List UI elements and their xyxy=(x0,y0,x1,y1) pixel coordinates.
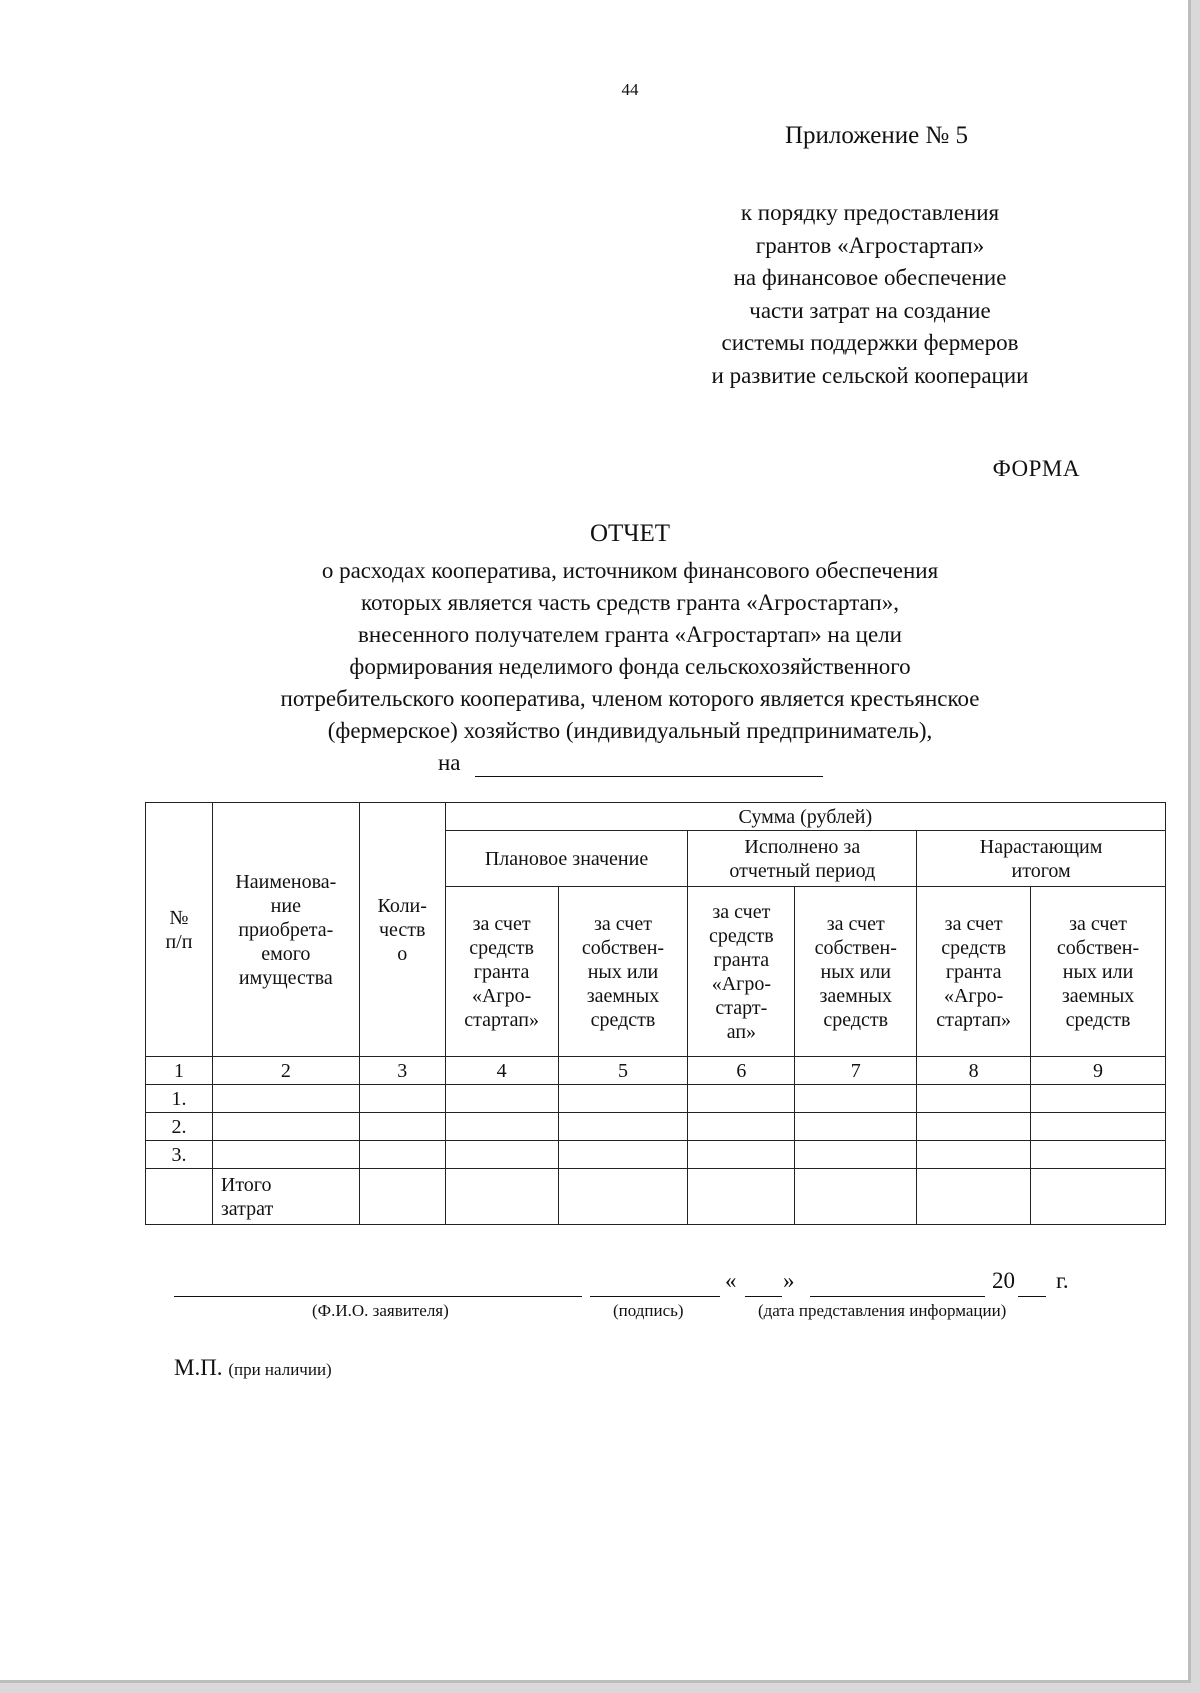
table-cell xyxy=(146,1169,213,1225)
stamp-label: М.П. xyxy=(174,1355,223,1380)
header-number-line: № xyxy=(169,906,189,929)
table-cell[interactable] xyxy=(359,1113,445,1141)
fio-field[interactable] xyxy=(174,1296,582,1297)
subcol-line: заемных xyxy=(819,984,892,1007)
day-field[interactable] xyxy=(745,1296,782,1297)
subcol-line: заемных xyxy=(1061,984,1135,1007)
header-group-executed xyxy=(688,831,917,887)
header-name-line: приобрета- xyxy=(238,918,334,941)
report-subtitle-line: внесенного получателем гранта «Агростартап» на цели xyxy=(358,622,902,647)
column-number: 3 xyxy=(359,1057,445,1085)
header-subcol xyxy=(445,887,558,1057)
header-sum: Сумма (рублей) xyxy=(445,803,1165,831)
header-group-line: итогом xyxy=(1011,859,1071,882)
column-number: 2 xyxy=(212,1057,359,1085)
appendix-subtitle-line: и развитие сельской кооперации xyxy=(711,362,1029,388)
date-quote-open: « xyxy=(725,1268,737,1293)
subcol-line: средств xyxy=(823,1008,889,1031)
header-group-line: Нарастающим xyxy=(979,835,1103,858)
table-cell[interactable] xyxy=(558,1113,688,1141)
header-group-line: отчетный период xyxy=(729,859,876,882)
column-number: 8 xyxy=(917,1057,1031,1085)
header-subcol xyxy=(1031,887,1166,1057)
subcol-line: «Агро- xyxy=(711,972,772,995)
table-cell[interactable] xyxy=(795,1113,917,1141)
table-cell[interactable] xyxy=(917,1085,1031,1113)
year-field[interactable] xyxy=(1018,1296,1046,1297)
table-cell[interactable] xyxy=(359,1141,445,1169)
subcol-line: средств xyxy=(469,936,534,959)
appendix-subtitle-line: части затрат на создание xyxy=(749,297,991,323)
subcol-line: за счет xyxy=(944,912,1003,935)
stamp-note: (при наличии) xyxy=(228,1360,332,1379)
subcol-line: за счет xyxy=(826,912,885,935)
table-cell[interactable] xyxy=(917,1169,1031,1225)
appendix-title: Приложение № 5 xyxy=(785,122,969,149)
header-quantity-line: о xyxy=(397,942,408,965)
column-number-row xyxy=(146,1057,1166,1085)
table-cell[interactable] xyxy=(917,1113,1031,1141)
header-subcol xyxy=(795,887,917,1057)
form-label: ФОРМА xyxy=(992,456,1080,481)
table-cell[interactable] xyxy=(558,1085,688,1113)
table-cell[interactable] xyxy=(795,1141,917,1169)
page-number: 44 xyxy=(621,80,639,99)
row-number: 3. xyxy=(146,1141,213,1169)
date-caption: (дата представления информации) xyxy=(758,1301,1007,1320)
header-name-line: емого xyxy=(261,942,311,965)
header-name-line: ние xyxy=(270,894,301,917)
table-cell[interactable] xyxy=(212,1085,359,1113)
column-number: 6 xyxy=(688,1057,795,1085)
row-number: 2. xyxy=(146,1113,213,1141)
table-cell[interactable] xyxy=(1031,1141,1166,1169)
header-group-line: Плановое значение xyxy=(484,847,649,870)
header-name xyxy=(212,803,359,1057)
total-label xyxy=(212,1169,359,1225)
total-label-line: Итого xyxy=(220,1173,272,1196)
table-cell[interactable] xyxy=(795,1085,917,1113)
table-cell[interactable] xyxy=(212,1141,359,1169)
table-cell[interactable] xyxy=(445,1169,558,1225)
report-date-label: на xyxy=(438,750,461,775)
report-subtitle-line: о расходах кооператива, источником финансового обеспечения xyxy=(321,558,939,583)
table-cell[interactable] xyxy=(445,1113,558,1141)
header-number xyxy=(146,803,213,1057)
signature-field[interactable] xyxy=(590,1296,720,1297)
fio-caption: (Ф.И.О. заявителя) xyxy=(312,1301,449,1320)
table-cell[interactable] xyxy=(359,1085,445,1113)
table-cell[interactable] xyxy=(1031,1113,1166,1141)
appendix-subtitle xyxy=(650,197,1090,392)
expense-report-table xyxy=(145,802,1166,1225)
header-name-line: Наименова- xyxy=(235,870,337,893)
subcol-line: стартап» xyxy=(936,1008,1012,1031)
subcol-line: средств xyxy=(1065,1008,1131,1031)
subcol-line: гранта xyxy=(713,948,770,971)
column-number: 5 xyxy=(558,1057,688,1085)
total-row xyxy=(146,1169,1166,1225)
table-cell[interactable] xyxy=(917,1141,1031,1169)
signature-caption: (подпись) xyxy=(613,1301,684,1320)
subcol-line: ных или xyxy=(1062,960,1134,983)
report-subtitle-line: которых является часть средств гранта «Агростартап», xyxy=(361,590,899,615)
table-cell[interactable] xyxy=(558,1169,688,1225)
header-name-line: имущества xyxy=(238,966,333,989)
table-cell[interactable] xyxy=(445,1141,558,1169)
subcol-line: средств xyxy=(709,924,774,947)
table-cell[interactable] xyxy=(1031,1085,1166,1113)
report-title: ОТЧЕТ xyxy=(589,520,671,547)
subcol-line: «Агро- xyxy=(943,984,1004,1007)
stamp-place xyxy=(174,1355,332,1381)
appendix-subtitle-line: на финансовое обеспечение xyxy=(733,265,1007,290)
subcol-line: за счет xyxy=(594,912,652,935)
table-row xyxy=(146,1141,1166,1169)
table-cell[interactable] xyxy=(359,1169,445,1225)
report-subtitle xyxy=(100,555,1160,747)
report-subtitle-line: потребительского кооператива, членом которого является крестьянское xyxy=(280,686,980,711)
table-cell[interactable] xyxy=(795,1169,917,1225)
subcol-line: ап» xyxy=(726,1020,757,1043)
subcol-line: гранта xyxy=(473,960,530,983)
row-number: 1. xyxy=(146,1085,213,1113)
header-subcol xyxy=(917,887,1031,1057)
report-subtitle-line: (фермерское) хозяйство (индивидуальный предприниматель), xyxy=(327,718,933,743)
subcol-line: ных или xyxy=(587,960,659,983)
column-number: 9 xyxy=(1031,1057,1166,1085)
header-subcol xyxy=(558,887,688,1057)
subcol-line: «Агро- xyxy=(471,984,532,1007)
table-cell[interactable] xyxy=(1031,1169,1166,1225)
table-cell[interactable] xyxy=(688,1169,795,1225)
column-number: 7 xyxy=(795,1057,917,1085)
table-cell[interactable] xyxy=(688,1085,795,1113)
table-row xyxy=(146,1085,1166,1113)
header-quantity-line: Коли- xyxy=(377,894,427,917)
appendix-subtitle-line: к порядку предоставления xyxy=(740,200,1000,225)
subcol-line: за счет xyxy=(472,912,531,935)
year-prefix: 20 xyxy=(992,1268,1015,1293)
subcol-line: стартап» xyxy=(464,1008,539,1031)
header-quantity-line: честв xyxy=(378,918,426,941)
month-field[interactable] xyxy=(810,1296,985,1297)
date-quote-close: » xyxy=(783,1268,795,1293)
header-subcol xyxy=(688,887,795,1057)
subcol-line: за счет xyxy=(1069,912,1128,935)
subcol-line: собствен- xyxy=(814,936,897,959)
header-group-line: Исполнено за xyxy=(744,835,861,858)
header-group-cumulative xyxy=(917,831,1166,887)
appendix-subtitle-line: системы поддержки фермеров xyxy=(721,330,1019,355)
report-subtitle-line: формирования неделимого фонда сельскохозяйственного xyxy=(349,654,911,679)
subcol-line: средств xyxy=(941,936,1007,959)
subcol-line: старт- xyxy=(715,996,768,1019)
year-suffix: г. xyxy=(1056,1268,1069,1293)
subcol-line: средств xyxy=(590,1008,656,1031)
table-cell[interactable] xyxy=(688,1141,795,1169)
appendix-subtitle-line: грантов «Агростартап» xyxy=(755,232,985,258)
header-group-planned xyxy=(445,831,688,887)
total-label-line: затрат xyxy=(220,1197,274,1220)
report-date-field[interactable] xyxy=(475,776,823,777)
subcol-line: за счет xyxy=(712,900,771,923)
header-quantity xyxy=(359,803,445,1057)
subcol-line: собствен- xyxy=(1056,936,1140,959)
header-number-line: п/п xyxy=(165,930,193,953)
column-number: 1 xyxy=(146,1057,213,1085)
table-row xyxy=(146,1113,1166,1141)
subcol-line: заемных xyxy=(586,984,660,1007)
table-cell[interactable] xyxy=(445,1085,558,1113)
column-number: 4 xyxy=(445,1057,558,1085)
table-cell[interactable] xyxy=(688,1113,795,1141)
subcol-line: ных или xyxy=(820,960,892,983)
subcol-line: собствен- xyxy=(581,936,665,959)
table-cell[interactable] xyxy=(558,1141,688,1169)
subcol-line: гранта xyxy=(945,960,1002,983)
table-cell[interactable] xyxy=(212,1113,359,1141)
